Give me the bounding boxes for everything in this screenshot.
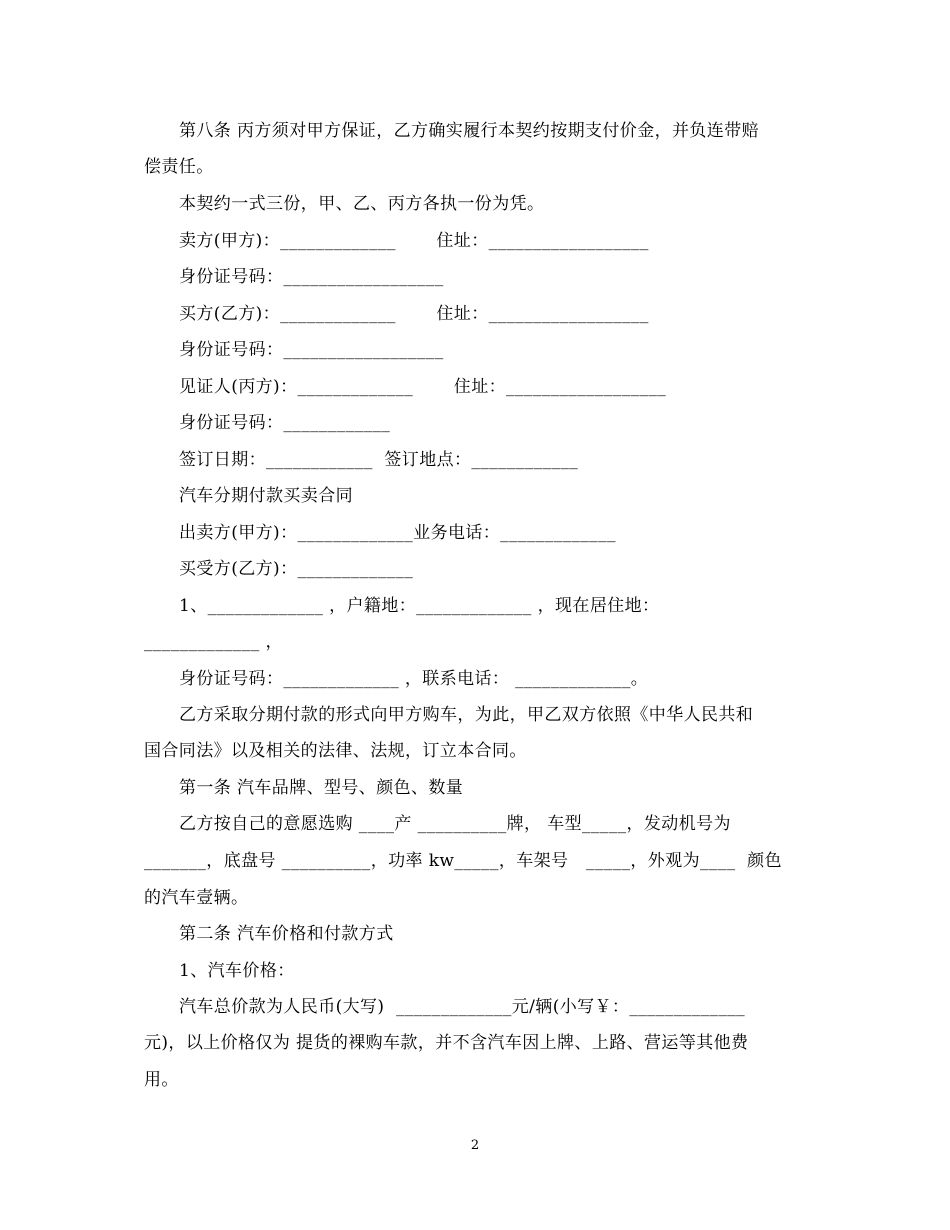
paragraph-line: 乙方按自己的意愿选购 ____产 __________牌， 车型_____，发动机号为 (179, 814, 731, 834)
purchaser-line: 买受方(乙方)：_____________ (179, 559, 414, 579)
signing-line: 签订日期：____________ 签订地点：____________ (179, 450, 579, 470)
seller-line: 卖方(甲方)：_____________ 住址：__________________ (179, 231, 649, 251)
buyer-id-line: 身份证号码：__________________ (179, 340, 444, 360)
seller-id-line: 身份证号码：__________________ (179, 267, 444, 287)
article-heading: 第一条 汽车品牌、型号、颜色、数量 (179, 778, 464, 798)
paragraph-line: 本契约一式三份，甲、乙、丙方各执一份为凭。 (179, 194, 545, 214)
buyer-line: 买方(乙方)：_____________ 住址：__________________ (179, 304, 649, 324)
page-number: 2 (470, 1138, 480, 1153)
seller-phone-line: 出卖方(甲方)：_____________业务电话：_____________ (179, 523, 616, 543)
paragraph-line: 元)，以上价格仅为 提货的裸购车款，并不含汽车因上牌、上路、营运等其他费 (144, 1033, 749, 1053)
paragraph-line: 汽车总价款为人民币(大写) _____________元/辆(小写￥：_____________ (179, 997, 746, 1017)
paragraph-line: _______，底盘号 __________，功率 kw_____，车架号 _____，外观为____ 颜色 (144, 851, 782, 871)
article-heading: 第二条 汽车价格和付款方式 (179, 924, 394, 944)
witness-line: 见证人(丙方)：_____________ 住址：__________________ (179, 377, 667, 397)
paragraph-line: 1、汽车价格： (179, 961, 295, 981)
paragraph-line: 乙方采取分期付款的形式向甲方购车，为此，甲乙双方依照《中华人民共和 (179, 705, 754, 725)
paragraph-line: 国合同法》以及相关的法律、法规，订立本合同。 (144, 741, 527, 761)
paragraph-line: 的汽车壹辆。 (144, 888, 249, 908)
paragraph-line: 第八条 丙方须对甲方保证，乙方确实履行本契约按期支付价金，并负连带赔 (179, 121, 760, 141)
contract-title: 汽车分期付款买卖合同 (179, 486, 353, 506)
buyer-detail-line: 1、_____________ ，户籍地：_____________ ，现在居住地： (179, 596, 660, 616)
witness-id-line: 身份证号码：____________ (179, 413, 391, 433)
paragraph-line: 用。 (144, 1070, 179, 1090)
buyer-contact-line: 身份证号码：_____________ ，联系电话： _____________。 (179, 669, 649, 689)
paragraph-line: 偿责任。 (144, 157, 214, 177)
paragraph-line: _____________ ， (144, 632, 283, 652)
